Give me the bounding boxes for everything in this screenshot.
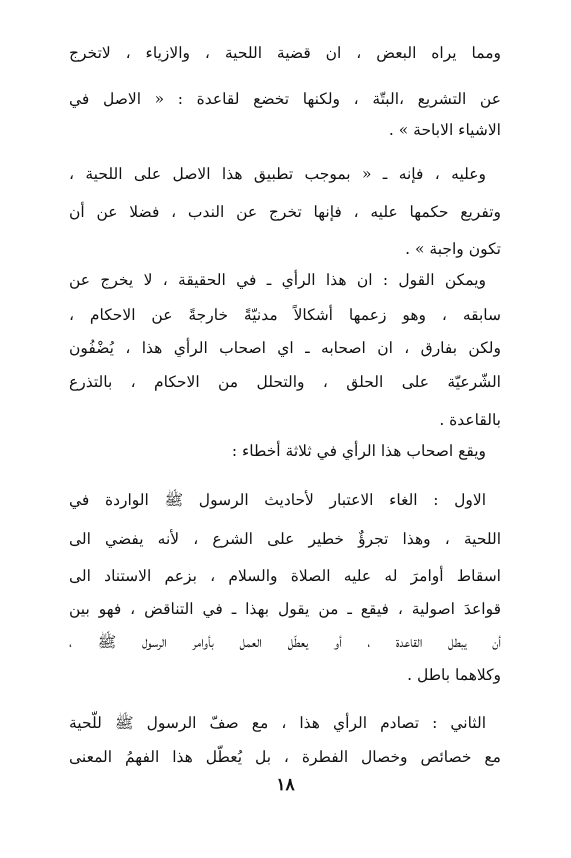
text-line: مع خصائص وخصال الفطرة ، بل يُعطّل هذا الفهمُ المعنى xyxy=(69,748,501,766)
text-line: سابقه ، وهو زعمها أشكالاً مدنيّةً خارجةً عن الاحكام ، xyxy=(69,306,501,324)
text-line: الثاني : تصادم الرأي هذا ، مع صفّ الرسول ﷺ للّحية xyxy=(69,714,486,732)
text-line: أن يبطل القاعدة ، أو يعطّل العمل بأوامر الرسول ﷺ ، xyxy=(69,633,501,651)
page-number: ١٨ xyxy=(276,775,295,795)
text-line: الشّرعيّة على الحلق ، والتحلل من الاحكام ، بالتذرع xyxy=(69,373,501,391)
text-line: الاول : الغاء الاعتبار لأحاديث الرسول ﷺ الواردة في xyxy=(69,491,486,509)
text-line: عن التشريع ،البتّة ، ولكنها تخضع لقاعدة : « الاصل في xyxy=(69,90,501,108)
text-line: تكون واجبة » . xyxy=(405,240,501,258)
text-line: ويمكن القول : ان هذا الرأي ـ في الحقيقة ، لا يخرج عن xyxy=(69,271,486,289)
text-line: وتفريع حكمها عليه ، فإنها تخرج عن الندب ، فضلا عن أن xyxy=(69,203,501,221)
text-line: بالقاعدة . xyxy=(439,411,501,429)
text-line: وكلاهما باطل . xyxy=(407,666,501,684)
text-line: اسقاط أوامرَ له عليه الصلاة والسلام ، بزعم الاستناد الى xyxy=(69,567,501,585)
text-line: قواعدَ اصولية ، فيقع ـ من يقول بهذا ـ في التناقض ، فهو بين xyxy=(69,600,501,618)
text-line: وعليه ، فإنه ـ « بموجب تطبيق هذا الاصل على اللحية ، xyxy=(69,165,486,183)
text-line: ويقع اصحاب هذا الرأي في ثلاثة أخطاء : xyxy=(231,442,486,460)
text-line: ومما يراه البعض ، ان قضية اللحية ، والازياء ، لاتخرج xyxy=(69,44,501,62)
text-line: اللحية ، وهذا تجرؤٌ خطير على الشرع ، لأنه يفضي الى xyxy=(69,530,501,548)
text-line: ولكن بفارق ، ان اصحابه ـ اي اصحاب الرأي هذا ، يُضْفُون xyxy=(69,339,501,357)
text-line: الاشياء الاباحة » . xyxy=(388,121,501,139)
